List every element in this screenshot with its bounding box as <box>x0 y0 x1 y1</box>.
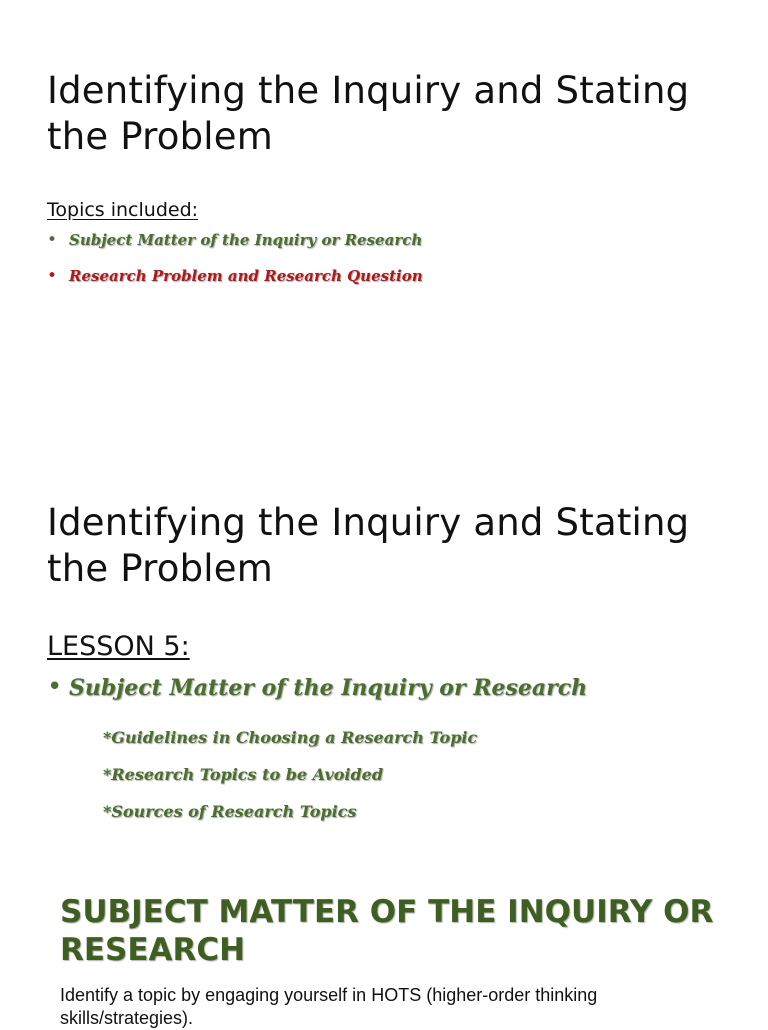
subject-matter-body: Identify a topic by engaging yourself in HOTS (higher-order thinking skills/strategies). <box>60 985 598 1028</box>
lesson-bullet-label: Subject Matter of the Inquiry or Research <box>69 675 588 701</box>
slide-2-title: Identifying the Inquiry and Stating the Problem <box>47 501 690 590</box>
lesson-label: LESSON 5: <box>47 631 190 662</box>
sub-item-avoided: *Research Topics to be Avoided <box>103 765 384 784</box>
topic-label-1: Subject Matter of the Inquiry or Research <box>69 231 423 249</box>
subject-matter-heading: SUBJECT MATTER OF THE INQUIRY OR RESEARCH <box>60 894 714 968</box>
topics-included-label: Topics included: <box>47 199 199 221</box>
topic-label-2: Research Problem and Research Question <box>69 267 423 285</box>
sub-item-guidelines: *Guidelines in Choosing a Research Topic <box>103 728 478 747</box>
bullet-icon: • <box>47 230 58 250</box>
bullet-icon: • <box>47 672 63 702</box>
bullet-icon: • <box>47 266 58 286</box>
sub-item-sources: *Sources of Research Topics <box>103 802 357 821</box>
slide-1-title: Identifying the Inquiry and Stating the Problem <box>47 69 690 158</box>
